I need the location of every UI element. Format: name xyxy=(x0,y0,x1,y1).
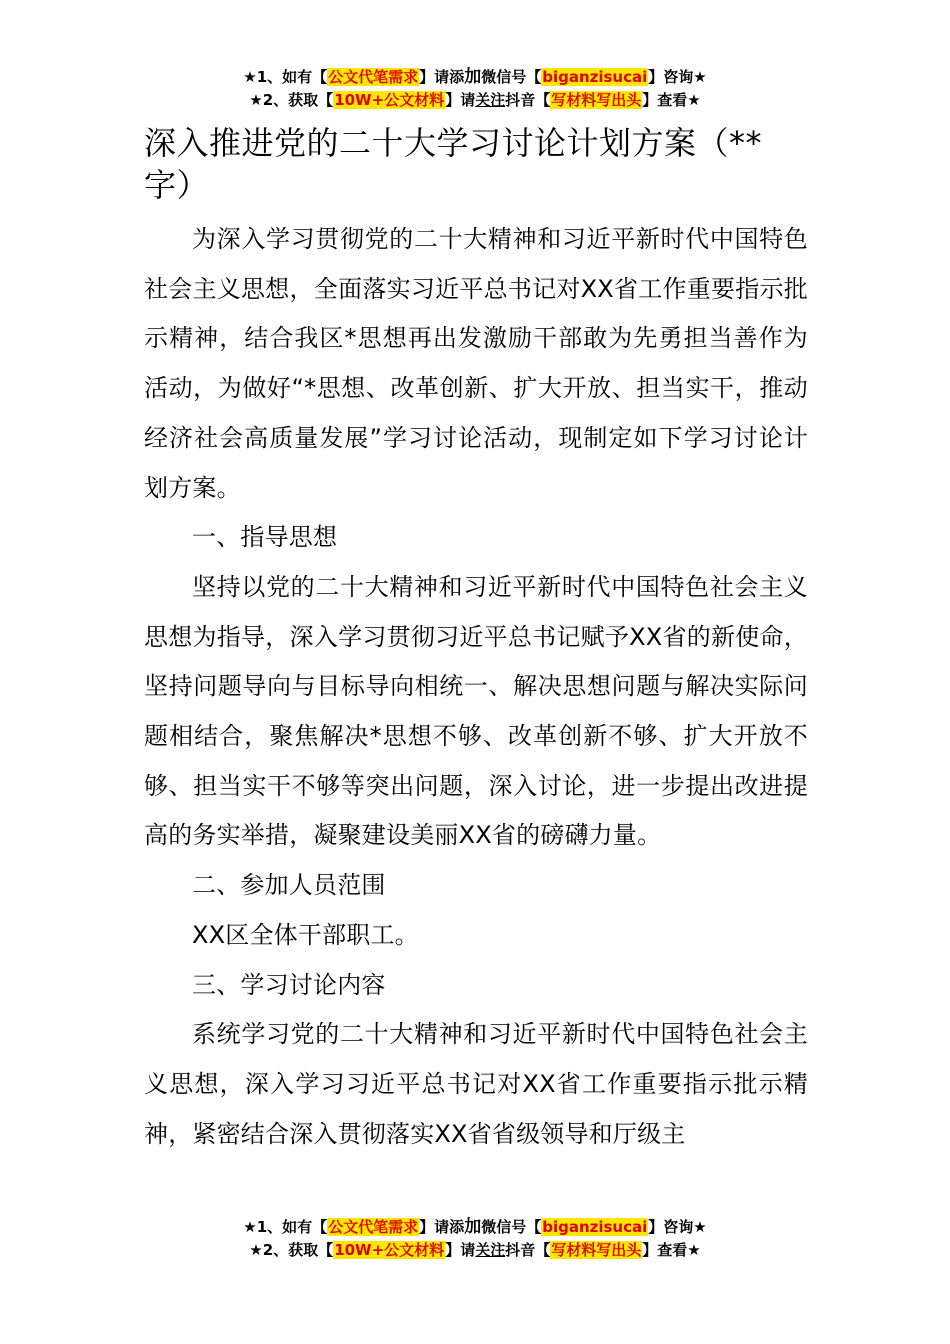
banner-highlight-service: 公文代笔需求 xyxy=(328,1218,419,1236)
banner-highlight-douyin: 写材料写出头 xyxy=(551,91,642,109)
banner-text: 微信号【 xyxy=(481,68,542,86)
banner-text: 】请 xyxy=(445,91,476,109)
banner-line-2 xyxy=(0,1239,950,1262)
banner-highlight-wechat: biganzisucai xyxy=(542,1218,648,1236)
banner-text: 】咨询★ xyxy=(648,68,707,86)
banner-text: 抖音【 xyxy=(505,91,551,109)
banner-text: 抖音【 xyxy=(505,1241,551,1259)
banner-highlight-service: 公文代笔需求 xyxy=(328,68,419,86)
banner-text: 加 xyxy=(464,1217,482,1237)
banner-text: 】查看★ xyxy=(642,91,701,109)
section-heading-3: 三、学习讨论内容 xyxy=(192,970,386,999)
section-heading-2: 二、参加人员范围 xyxy=(192,871,386,900)
banner-text: ★1、如有【 xyxy=(243,68,328,86)
banner-text: 关注 xyxy=(475,91,506,109)
banner-text: 】咨询★ xyxy=(648,1218,707,1236)
banner-text: ★2、获取【 xyxy=(249,91,334,109)
banner-text: 加 xyxy=(464,67,482,87)
banner-line-1 xyxy=(0,66,950,89)
banner-text: 微信号【 xyxy=(481,1218,542,1236)
banner-highlight-wechat: biganzisucai xyxy=(542,68,648,86)
section-paragraph-3: 系统学习党的二十大精神和习近平新时代中国特色社会主义思想，深入学习习近平总书记对XX省工作重要指示批示精神，紧密结合深入贯彻落实XX省省级领导和厅级主 xyxy=(144,1020,808,1148)
banner-highlight-materials: 10W+公文材料 xyxy=(334,1241,445,1259)
section-paragraph-2: XX区全体干部职工。 xyxy=(192,920,419,949)
banner-text: 】请 xyxy=(445,1241,476,1259)
document-body xyxy=(144,122,808,1159)
banner-text: ★1、如有【 xyxy=(243,1218,328,1236)
section-heading-1: 一、指导思想 xyxy=(192,523,338,552)
intro-paragraph: 为深入学习贯彻党的二十大精神和习近平新时代中国特色社会主义思想，全面落实习近平总书记对XX省工作重要指示批示精神，结合我区*思想再出发激励干部敢为先勇担当善作为活动，为做好“*思想、改革创新、扩大开放、担当实干，推动经济社会高质量发展”学习讨论活动，现制定如下学习讨论计划方案。 xyxy=(144,225,808,502)
banner-text: 】查看★ xyxy=(642,1241,701,1259)
banner-text: ★2、获取【 xyxy=(249,1241,334,1259)
banner-line-1 xyxy=(0,1216,950,1239)
section-paragraph-1: 坚持以党的二十大精神和习近平新时代中国特色社会主义思想为指导，深入学习贯彻习近平总书记赋予XX省的新使命，坚持问题导向与目标导向相统一、解决思想问题与解决实际问题相结合，聚焦解决*思想不够、改革创新不够、扩大开放不够、担当实干不够等突出问题，深入讨论，进一步提出改进提高的务实举措，凝聚建设美丽XX省的磅礴力量。 xyxy=(144,572,808,850)
banner-text: 】请添 xyxy=(419,68,465,86)
banner-highlight-materials: 10W+公文材料 xyxy=(334,91,445,109)
banner-highlight-douyin: 写材料写出头 xyxy=(551,1241,642,1259)
footer-banner xyxy=(0,1216,950,1262)
document-title: 深入推进党的二十大学习讨论计划方案（**字） xyxy=(144,124,763,204)
banner-text: 关注 xyxy=(475,1241,506,1259)
banner-text: 】请添 xyxy=(419,1218,465,1236)
banner-line-2 xyxy=(0,89,950,112)
header-banner xyxy=(0,66,950,112)
